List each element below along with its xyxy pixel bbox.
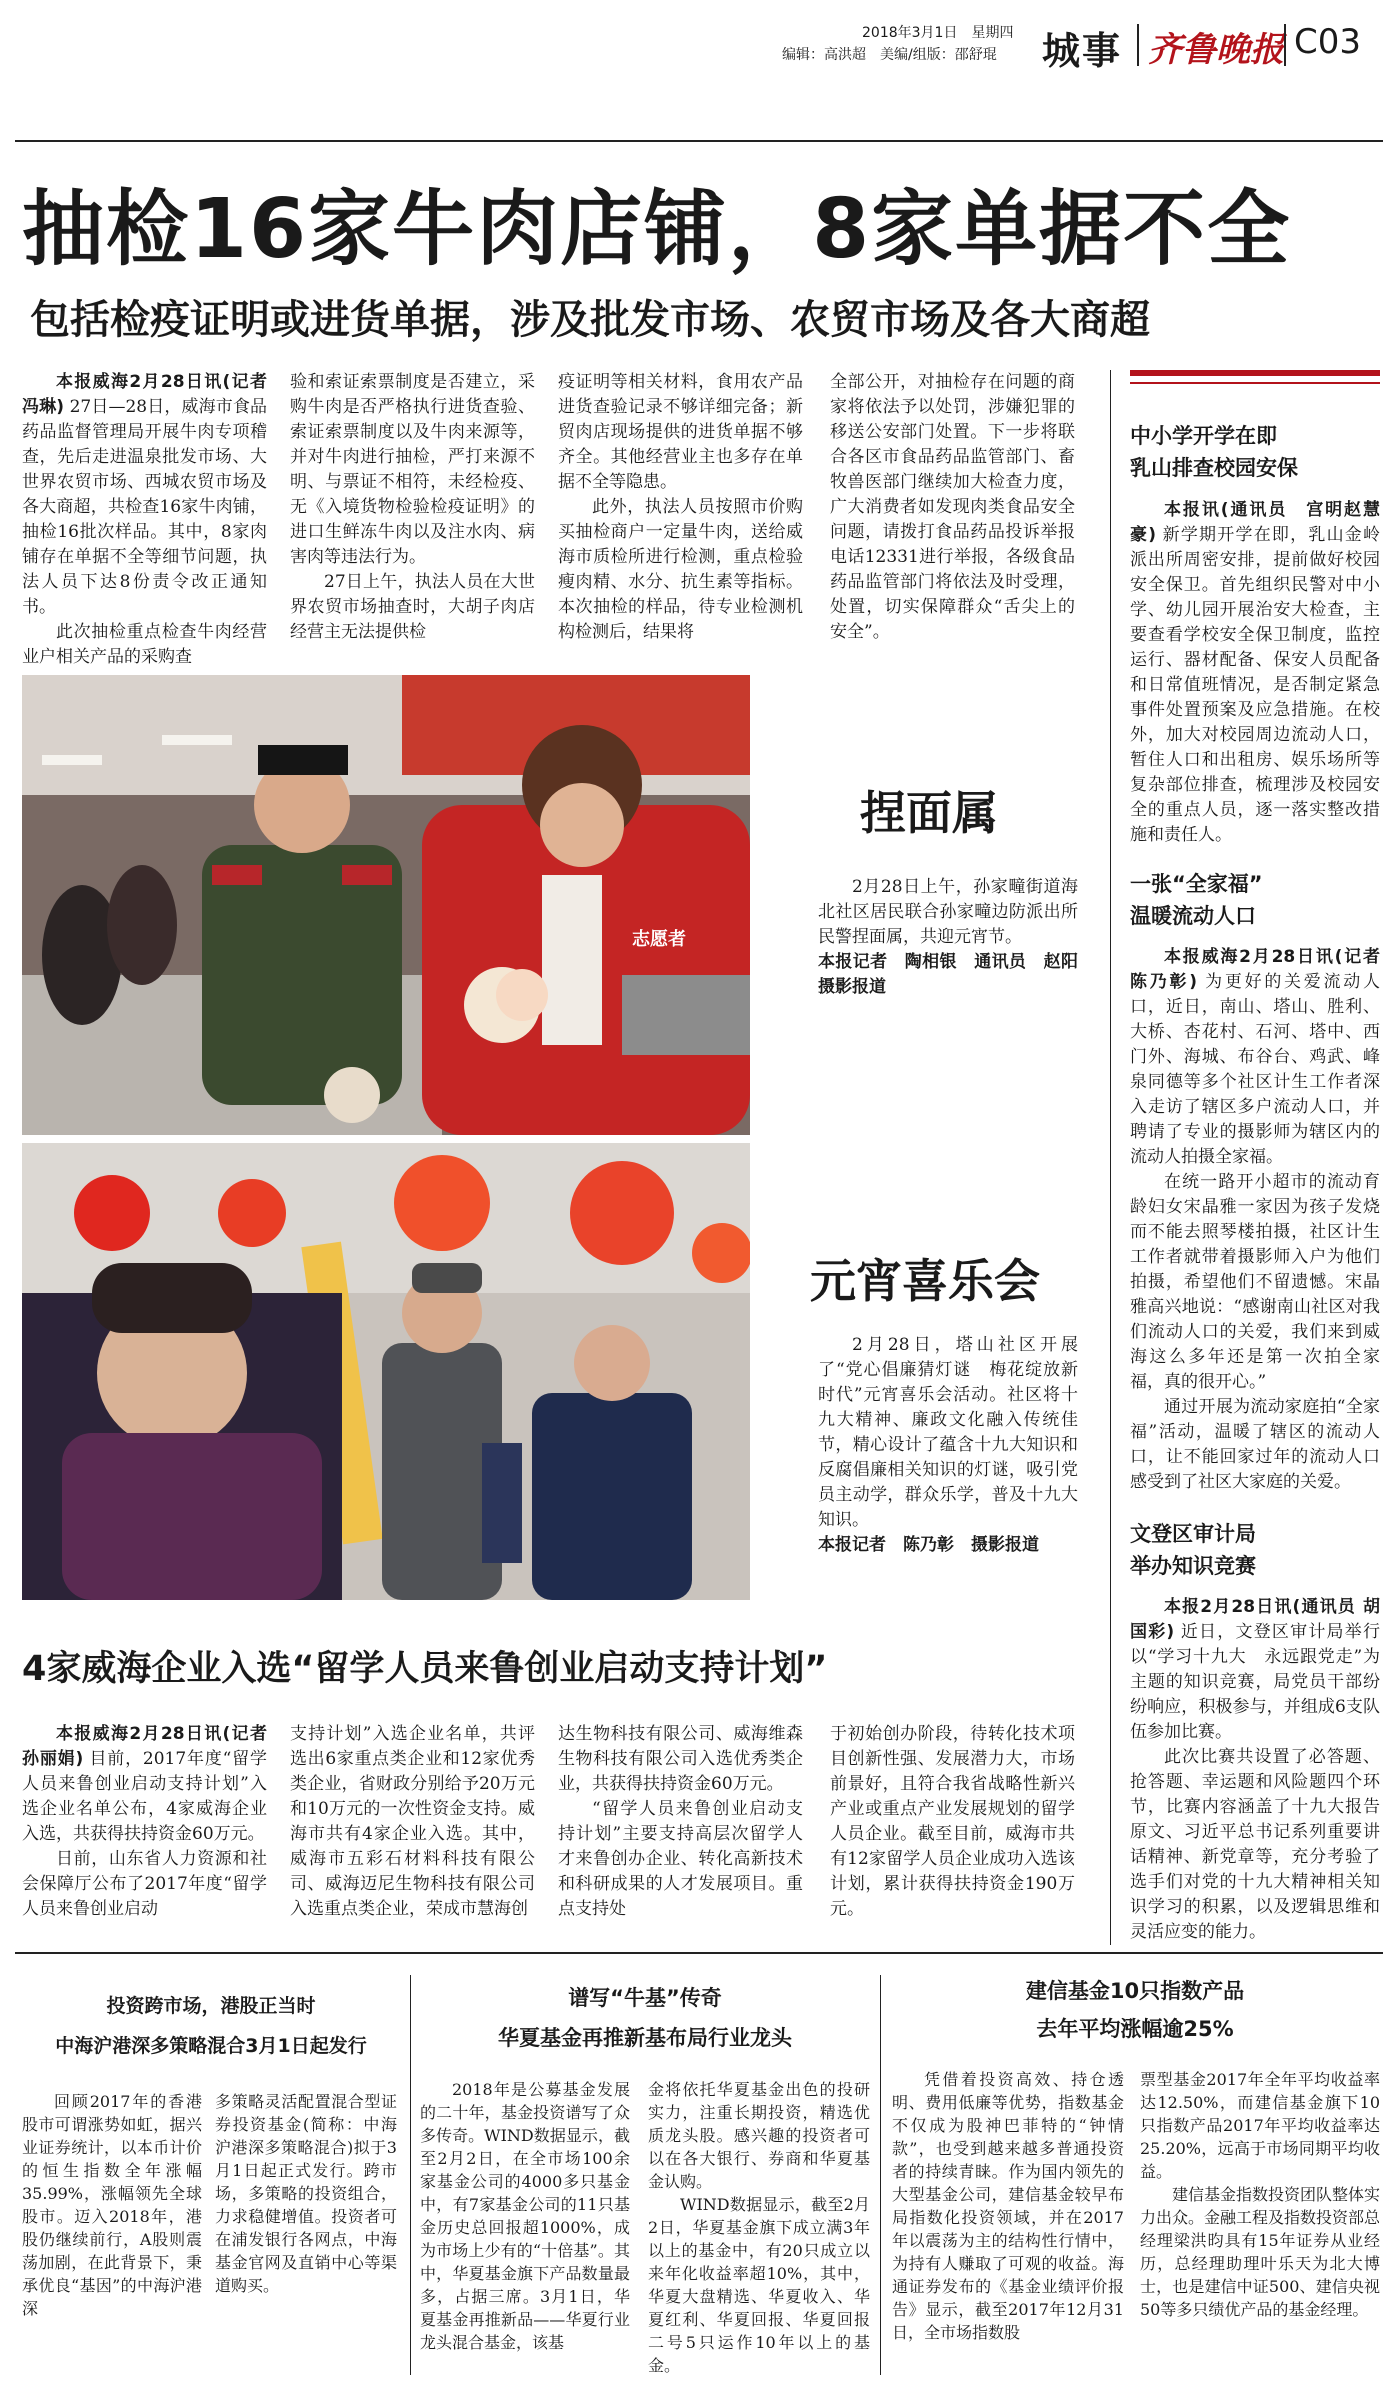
masthead-divider: [1137, 24, 1139, 66]
lead-paragraph: 此次抽检重点检查牛肉经营业户相关产品的采购查: [22, 622, 267, 667]
page-number: C03: [1294, 22, 1362, 62]
fin2-head2: 华夏基金再推新基布局行业龙头: [498, 2026, 792, 2050]
fin3-paragraph: 凭借着投资高效、持仓透明、费用低廉等优势，指数基金不仅成为股神巴菲特的“钟情款”，也受到越来越多普通投资者的持续青睐。作为国内领先的大型基金公司，建信基金较早布局指数化投资领域，并在2017年以震荡为主的结构性行情中，为持有人赚取了可观的收益。海通证券发布的《基金业绩评价报告》显示，截至2017年12月31日，全市场指数股: [892, 2070, 1124, 2342]
fin3-head2: 去年平均涨幅逾25%: [1036, 2017, 1234, 2041]
story2-paragraph: 目前，2017年度“留学人员来鲁创业启动支持计划”入选企业名单公布，4家威海企业入选，共获得扶持资金60万元。: [22, 1749, 267, 1844]
brief1-dateline: 本报讯(通讯员 宫明赵慧豪): [1130, 500, 1380, 545]
brief1-title-line1: 中小学开学在即: [1130, 424, 1277, 448]
photo1-illustration: [22, 675, 750, 1135]
story2-headline: 4家威海企业入选“留学人员来鲁创业启动支持计划”: [22, 1649, 828, 1689]
photo2-caption-block: [818, 1333, 1078, 1558]
fin2-paragraph: 2018年是公募基金发展的二十年，基金投资谱写了众多传奇。WIND数据显示，截至2月2日，在全市场100余家基金公司的4000多只基金中，有7家基金公司的11只基金历史总回报超1000%，成为市场上少有的“十倍基”。其中，华夏基金旗下产品数量最多，占据三席。3月1日，华夏基金再推新品——华夏行业龙头混合基金，该基: [420, 2080, 630, 2352]
photo1-caption-block: [818, 875, 1095, 1000]
photo-dumpling-making: [22, 675, 750, 1135]
fin3-paragraph: 建信基金指数投资团队整体实力出众。金融工程及指数投资部总经理梁洪昀具有15年证券从业经历，总经理助理叶乐天为北大博士，也是建信中证500、建信央视50等多只绩优产品的基金经理。: [1140, 2185, 1381, 2319]
brief2-title-line1: 一张“全家福”: [1130, 872, 1263, 896]
fin1-head2: 中海沪港深多策略混合3月1日起发行: [55, 2035, 367, 2057]
brief1-title: [1130, 420, 1380, 484]
brief3-paragraph: 近日，文登区审计局举行以“学习十九大 永远跟党走”为主题的知识竞赛，局党员干部纷纷响应，积极参与，并组成6支队伍参加比赛。: [1130, 1622, 1380, 1742]
brief2-paragraph: 为更好的关爱流动人口，近日，南山、塔山、胜利、大桥、杏花村、石河、塔中、西门外、海城、布谷台、鸡武、峰泉同德等多个社区计生工作者深入走访了辖区多户流动人口，并聘请了专业的摄影师为辖区内的流动人拍摄全家福。: [1130, 972, 1380, 1167]
masthead-date: 2018年3月1日 星期四: [862, 25, 1014, 41]
fin1-col-2: [215, 2090, 397, 2297]
fin3-col-2: [1140, 2068, 1380, 2321]
masthead-editors: 编辑：高洪超 美编/组版：邵舒琨: [782, 47, 997, 63]
lead-paragraph: 验和索证索票制度是否建立，采购牛肉是否严格执行进货查验、索证索票制度以及牛肉来源等，并对牛肉进行抽检，严打来源不明、与票证不相符，未经检疫、无《入境货物检验检疫证明》的进口生鲜冻牛肉以及注水肉、病害肉等违法行为。: [290, 372, 535, 567]
fin1-col-1: [22, 2090, 202, 2320]
lead-paragraph: 此外，执法人员按照市价购买抽检商户一定量牛肉，送给威海市质检所进行检测，重点检验瘦肉精、水分、抗生素等指标。本次抽检的样品，待专业检测机构检测后，结果将: [558, 497, 803, 642]
masthead-section: 城事: [1042, 29, 1123, 73]
story2-paragraph: 日前，山东省人力资源和社会保障厅公布了2017年度“留学人员来鲁创业启动: [22, 1849, 267, 1919]
photo-lantern-riddles: [22, 1143, 750, 1600]
brief3-dateline: 本报2月28日讯(通讯员 胡国彩): [1130, 1597, 1380, 1642]
brief1-title-line2: 乳山排查校园安保: [1130, 456, 1298, 480]
fin2-col-2: [648, 2078, 870, 2377]
lead-subhead: 包括检疫证明或进货单据，涉及批发市场、农贸市场及各大商超: [30, 297, 1150, 343]
story2-dateline: 本报威海2月28日讯(记者 孙丽娟): [22, 1724, 267, 1769]
story2-paragraph: 达生物科技有限公司、威海维森生物科技有限公司入选优秀类企业，共获得扶持资金60万元。: [558, 1724, 803, 1794]
lead-col-2: [290, 370, 535, 645]
lead-headline: 抽检16家牛肉店铺，8家单据不全: [22, 182, 1292, 277]
masthead-divider: [1284, 24, 1286, 66]
story2-paragraph: 于初始创办阶段，待转化技术项目创新性强、发展潜力大，市场前景好，且符合我省战略性新兴产业或重点产业发展规划的留学人员企业。截至目前，威海市共有12家留学人员企业成功入选该计划，累计获得扶持资金190万元。: [830, 1724, 1075, 1919]
newspaper-logo: 齐鲁晚报: [1148, 30, 1284, 70]
finance-divider: [880, 1975, 881, 2375]
story2-col-2: [290, 1722, 535, 1922]
masthead: [0, 0, 1395, 80]
fin1-paragraph: 多策略灵活配置混合型证券投资基金(简称：中海沪港深多策略混合)拟于3月1日起正式发行。跨市场，多策略的投资组合，力求稳健增值。投资者可在浦发银行各网点，中海基金官网及直销中心等渠道购买。: [215, 2092, 397, 2295]
lead-paragraph: 全部公开，对抽检存在问题的商家将依法予以处罚，涉嫌犯罪的移送公安部门处置。下一步将联合各区市食品药品监管部门、畜牧兽医部门继续加大检查力度，广大消费者如发现肉类食品安全问题，请拨打食品药品投诉举报电话12331进行举报，各级食品药品监管部门将依法及时受理，处置，切实保障群众“舌尖上的安全”。: [830, 372, 1075, 642]
fin1-head1: 投资跨市场，港股正当时: [106, 1995, 316, 2017]
photo2-credit: 本报记者 陈乃彰 摄影报道: [818, 1535, 1039, 1555]
masthead-rule: [15, 140, 1383, 142]
fin2-paragraph: 金将依托华夏基金出色的投研实力，注重长期投资，精选优质龙头股。感兴趣的投资者可以在各大银行、券商和华夏基金认购。: [648, 2080, 870, 2191]
photo2-caption: 2月28日，塔山社区开展了“党心倡廉猜灯谜 梅花绽放新时代”元宵喜乐会活动。社区将十九大精神、廉政文化融入传统佳节，精心设计了蕴含十九大知识和反腐倡廉相关知识的灯谜，吸引党员主动学，群众乐学，普及十九大知识。: [818, 1335, 1078, 1530]
volunteer-badge: 志愿者: [632, 929, 686, 950]
story2-col-3: [558, 1722, 803, 1922]
lead-paragraph: 27日—28日，威海市食品药品监督管理局开展牛肉专项稽查，先后走进温泉批发市场、大世界农贸市场、西城农贸市场及各大商超，共检查16家牛肉铺，抽检16批次样品。其中，8家肉铺存在单据不全等细节问题，执法人员下达8份责令改正通知书。: [22, 397, 268, 617]
fin3-paragraph: 票型基金2017年全年平均收益率达12.50%，而建信基金旗下10只指数产品2017年平均收益率达25.20%，远高于市场同期平均收益。: [1140, 2070, 1380, 2181]
brief1-body: [1130, 498, 1380, 848]
lead-dateline: 本报威海2月28日讯(记者 冯琳): [22, 372, 267, 417]
story2-col-1: [22, 1722, 267, 1922]
fin2-head1: 谱写“牛基”传奇: [568, 1986, 722, 2010]
lead-paragraph: 疫证明等相关材料，食用农产品进货查验记录不够详细完备；新贸肉店现场提供的进货单据不够齐全。其他经营业主也多存在单据不全等隐患。: [558, 372, 803, 492]
brief3-title-line1: 文登区审计局: [1130, 1522, 1256, 1546]
brief2-paragraph: 在统一路开小超市的流动育龄妇女宋晶雅一家因为孩子发烧而不能去照琴楼拍摄，社区计生工作者就带着摄影师入户为他们拍摄，希望他们不留遗憾。宋晶雅高兴地说：“感谢南山社区对我们流动人口的关爱，我们来到威海这么多年还是第一次拍全家福，真的很开心。”: [1130, 1172, 1380, 1392]
photo2-illustration: [22, 1143, 750, 1600]
brief3-paragraph: 此次比赛共设置了必答题、抢答题、幸运题和风险题四个环节，比赛内容涵盖了十九大报告原文、习近平总书记系列重要讲话精神、新党章等，充分考验了选手们对党的十九大精神相关知识学习的积累，以及逻辑思维和灵活应变的能力。: [1130, 1747, 1380, 1942]
finance-rule: [15, 1952, 1383, 1954]
brief2-paragraph: 通过开展为流动家庭拍“全家福”活动，温暖了辖区的流动人口，让不能回家过年的流动人口感受到了社区大家庭的关爱。: [1130, 1397, 1380, 1492]
photo2-title: 元宵喜乐会: [810, 1254, 1040, 1308]
lead-col-4: [830, 370, 1075, 645]
story2-paragraph: 支持计划”入选企业名单，共评选出6家重点类企业和12家优秀类企业，省财政分别给予20万元和10万元的一次性资金支持。威海市共有4家企业入选。其中，威海市五彩石材料科技有限公司、威海迈尼生物科技有限公司入选重点类企业，荣成市慧海创: [290, 1724, 535, 1919]
lead-paragraph: 27日上午，执法人员在大世界农贸市场抽查时，大胡子肉店经营主无法提供检: [290, 572, 535, 642]
story2-col-4: [830, 1722, 1075, 1922]
brief2-body: [1130, 945, 1380, 1495]
lead-col-3: [558, 370, 803, 645]
brief2-title: [1130, 868, 1380, 932]
fin3-head1: 建信基金10只指数产品: [1025, 1979, 1245, 2003]
brief3-title-line2: 举办知识竞赛: [1130, 1554, 1256, 1578]
brief1-paragraph: 新学期开学在即，乳山金岭派出所周密安排，提前做好校园安全保卫。首先组织民警对中小学、幼儿园开展治安大检查，主要查看学校安全保卫制度，监控运行、器材配备、保安人员配备和日常值班情况，是否制定紧急事件处置预案及应急措施。在校外，加大对校园周边流动人口，暂住人口和出租房、娱乐场所等复杂部位排查，梳理涉及校园安全的重点人员，逐一落实整改措施和责任人。: [1130, 525, 1381, 845]
sidebar-top-bar: [1130, 370, 1380, 376]
fin2-paragraph: WIND数据显示，截至2月2日，华夏基金旗下成立满3年以上的基金中，有20只成立以来年化收益率超10%，其中，华夏大盘精选、华夏收入、华夏红利、华夏回报、华夏回报二号5只运作10年以上的基金。: [648, 2195, 870, 2375]
fin2-col-1: [420, 2078, 630, 2354]
story2-paragraph: “留学人员来鲁创业启动支持计划”主要支持高层次留学人才来鲁创办企业、转化高新技术和科研成果的人才发展项目。重点支持处: [558, 1799, 803, 1919]
fin3-col-1: [892, 2068, 1124, 2344]
brief3-title: [1130, 1518, 1380, 1582]
photo1-title: 捏面属: [860, 786, 998, 840]
brief2-title-line2: 温暖流动人口: [1130, 904, 1256, 928]
photo1-caption: 2月28日上午，孙家疃街道海北社区居民联合孙家疃边防派出所民警捏面属，共迎元宵节。: [818, 877, 1078, 947]
brief3-body: [1130, 1595, 1380, 1945]
sidebar-top-thin: [1130, 382, 1380, 384]
photo1-credit: 本报记者 陶相银 通讯员 赵阳 摄影报道: [818, 952, 1095, 997]
lead-col-1: [22, 370, 267, 670]
fin1-paragraph: 回顾2017年的香港股市可谓涨势如虹，据兴业证券统计，以本币计价的恒生指数全年涨幅35.99%，涨幅领先全球股市。迈入2018年，港股仍继续前行，A股则震荡加剧，在此背景下，秉承优良“基因”的中海沪港深: [22, 2092, 202, 2318]
brief2-dateline: 本报威海2月28日讯(记者 陈乃彰): [1130, 947, 1380, 992]
sidebar-rule: [1110, 370, 1111, 1945]
finance-divider: [410, 1975, 411, 2375]
